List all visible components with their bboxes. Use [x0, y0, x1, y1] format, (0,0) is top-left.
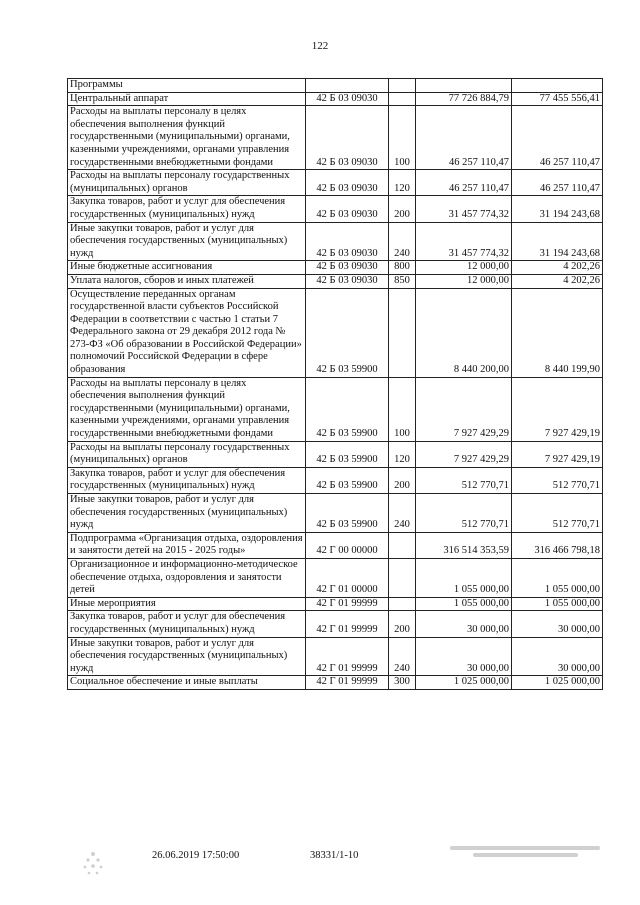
table-row: [68, 106, 603, 170]
row-amount-1: 31 457 774,32: [416, 222, 512, 261]
table-row: [68, 288, 603, 377]
row-code: 42 Г 01 00000: [306, 558, 389, 597]
row-amount-1: 46 257 110,47: [416, 170, 512, 196]
table-row: [68, 170, 603, 196]
row-amount-1: 31 457 774,32: [416, 196, 512, 222]
row-amount-2: 512 770,71: [512, 467, 603, 493]
row-expense-type: 240: [389, 637, 416, 676]
row-name: Иные закупки товаров, работ и услуг для обеспечения государственных (муниципальных) нужд: [68, 494, 306, 533]
row-code: 42 Б 03 59900: [306, 494, 389, 533]
row-name: Центральный аппарат: [68, 92, 306, 106]
row-amount-2: [512, 79, 603, 93]
row-code: 42 Б 03 09030: [306, 274, 389, 288]
table-row: [68, 377, 603, 441]
row-name: Иные бюджетные ассигнования: [68, 261, 306, 275]
row-amount-1: 77 726 884,79: [416, 92, 512, 106]
table-row: [68, 467, 603, 493]
row-name: Расходы на выплаты персоналу в целях обеспечения выполнения функций государственными (муниципальными) органами, казенными учреждениями, органами управления государственными внебюджетными фондами: [68, 377, 306, 441]
footer-datetime: 26.06.2019 17:50:00: [152, 850, 240, 861]
budget-table: [67, 78, 603, 690]
row-amount-2: 7 927 429,19: [512, 441, 603, 467]
row-name: Осуществление переданных органам государственной власти субъектов Российской Федерации в соответствии с частью 1 статьи 7 Федерального закона от 29 декабря 2012 года № 273-ФЗ «Об образовании в Российской Федерации» полномочий Российской Федерации в сфере образования: [68, 288, 306, 377]
row-amount-1: 512 770,71: [416, 467, 512, 493]
row-amount-2: 30 000,00: [512, 611, 603, 637]
row-amount-1: [416, 79, 512, 93]
footer-doc-number: 38331/1-10: [310, 850, 359, 861]
faint-stamp-icon: [450, 843, 600, 869]
row-amount-2: 77 455 556,41: [512, 92, 603, 106]
row-amount-2: 30 000,00: [512, 637, 603, 676]
row-expense-type: 120: [389, 441, 416, 467]
scan-mark-icon: [80, 848, 106, 878]
budget-table-body: [68, 79, 603, 690]
row-amount-2: 31 194 243,68: [512, 196, 603, 222]
row-amount-1: 7 927 429,29: [416, 441, 512, 467]
row-name: Расходы на выплаты персоналу в целях обеспечения выполнения функций государственными (муниципальными) органами, казенными учреждениями, органами управления государственными внебюджетными фондами: [68, 106, 306, 170]
table-row: [68, 558, 603, 597]
row-expense-type: 850: [389, 274, 416, 288]
table-row: [68, 597, 603, 611]
row-expense-type: [389, 92, 416, 106]
row-name: Иные мероприятия: [68, 597, 306, 611]
row-amount-2: 31 194 243,68: [512, 222, 603, 261]
row-amount-2: 46 257 110,47: [512, 106, 603, 170]
row-expense-type: 240: [389, 494, 416, 533]
table-row: [68, 532, 603, 558]
row-expense-type: 800: [389, 261, 416, 275]
row-expense-type: 300: [389, 676, 416, 690]
row-code: 42 Б 03 59900: [306, 441, 389, 467]
row-amount-1: 316 514 353,59: [416, 532, 512, 558]
row-expense-type: [389, 558, 416, 597]
row-name: Расходы на выплаты персоналу государственных (муниципальных) органов: [68, 441, 306, 467]
row-name: Закупка товаров, работ и услуг для обеспечения государственных (муниципальных) нужд: [68, 196, 306, 222]
table-row: [68, 637, 603, 676]
table-row: [68, 222, 603, 261]
row-name: Закупка товаров, работ и услуг для обеспечения государственных (муниципальных) нужд: [68, 611, 306, 637]
table-row: [68, 261, 603, 275]
row-amount-1: 7 927 429,29: [416, 377, 512, 441]
row-amount-1: 512 770,71: [416, 494, 512, 533]
row-amount-1: 1 025 000,00: [416, 676, 512, 690]
table-row: [68, 274, 603, 288]
row-name: Расходы на выплаты персоналу государственных (муниципальных) органов: [68, 170, 306, 196]
row-amount-2: 1 025 000,00: [512, 676, 603, 690]
row-expense-type: 120: [389, 170, 416, 196]
row-code: 42 Б 03 09030: [306, 222, 389, 261]
table-row: [68, 611, 603, 637]
row-amount-2: 1 055 000,00: [512, 597, 603, 611]
row-code: [306, 79, 389, 93]
row-code: 42 Г 01 99999: [306, 637, 389, 676]
row-code: 42 Б 03 59900: [306, 377, 389, 441]
row-code: 42 Б 03 09030: [306, 92, 389, 106]
row-expense-type: [389, 79, 416, 93]
row-amount-1: 12 000,00: [416, 274, 512, 288]
row-amount-2: 7 927 429,19: [512, 377, 603, 441]
row-amount-1: 30 000,00: [416, 637, 512, 676]
row-expense-type: 200: [389, 196, 416, 222]
row-amount-2: 1 055 000,00: [512, 558, 603, 597]
row-amount-1: 30 000,00: [416, 611, 512, 637]
row-code: 42 Б 03 09030: [306, 170, 389, 196]
row-code: 42 Б 03 09030: [306, 261, 389, 275]
row-amount-2: 8 440 199,90: [512, 288, 603, 377]
table-row: [68, 441, 603, 467]
row-code: 42 Б 03 09030: [306, 106, 389, 170]
row-amount-2: 46 257 110,47: [512, 170, 603, 196]
row-code: 42 Г 01 99999: [306, 597, 389, 611]
table-row: [68, 494, 603, 533]
row-amount-1: 1 055 000,00: [416, 597, 512, 611]
row-amount-2: 316 466 798,18: [512, 532, 603, 558]
row-code: 42 Г 00 00000: [306, 532, 389, 558]
page-number: 122: [311, 40, 329, 52]
row-expense-type: [389, 288, 416, 377]
row-name: Организационное и информационно-методическое обеспечение отдыха, оздоровления и занятости детей: [68, 558, 306, 597]
row-name: Иные закупки товаров, работ и услуг для обеспечения государственных (муниципальных) нужд: [68, 222, 306, 261]
row-expense-type: 200: [389, 467, 416, 493]
row-amount-2: 4 202,26: [512, 274, 603, 288]
row-amount-2: 512 770,71: [512, 494, 603, 533]
row-amount-1: 1 055 000,00: [416, 558, 512, 597]
row-expense-type: 200: [389, 611, 416, 637]
row-amount-1: 46 257 110,47: [416, 106, 512, 170]
row-amount-1: 8 440 200,00: [416, 288, 512, 377]
row-expense-type: 240: [389, 222, 416, 261]
row-name: Подпрограмма «Организация отдыха, оздоровления и занятости детей на 2015 - 2025 годы»: [68, 532, 306, 558]
row-expense-type: [389, 532, 416, 558]
row-name: Иные закупки товаров, работ и услуг для обеспечения государственных (муниципальных) нужд: [68, 637, 306, 676]
table-row: [68, 676, 603, 690]
row-name: Закупка товаров, работ и услуг для обеспечения государственных (муниципальных) нужд: [68, 467, 306, 493]
row-name: Социальное обеспечение и иные выплаты: [68, 676, 306, 690]
row-expense-type: 100: [389, 377, 416, 441]
row-expense-type: [389, 597, 416, 611]
table-row: [68, 92, 603, 106]
row-amount-2: 4 202,26: [512, 261, 603, 275]
table-row: [68, 196, 603, 222]
row-expense-type: 100: [389, 106, 416, 170]
row-code: 42 Б 03 59900: [306, 467, 389, 493]
row-amount-1: 12 000,00: [416, 261, 512, 275]
row-code: 42 Г 01 99999: [306, 611, 389, 637]
row-code: 42 Б 03 59900: [306, 288, 389, 377]
row-name: Программы: [68, 79, 306, 93]
table-row: [68, 79, 603, 93]
row-name: Уплата налогов, сборов и иных платежей: [68, 274, 306, 288]
row-code: 42 Г 01 99999: [306, 676, 389, 690]
row-code: 42 Б 03 09030: [306, 196, 389, 222]
